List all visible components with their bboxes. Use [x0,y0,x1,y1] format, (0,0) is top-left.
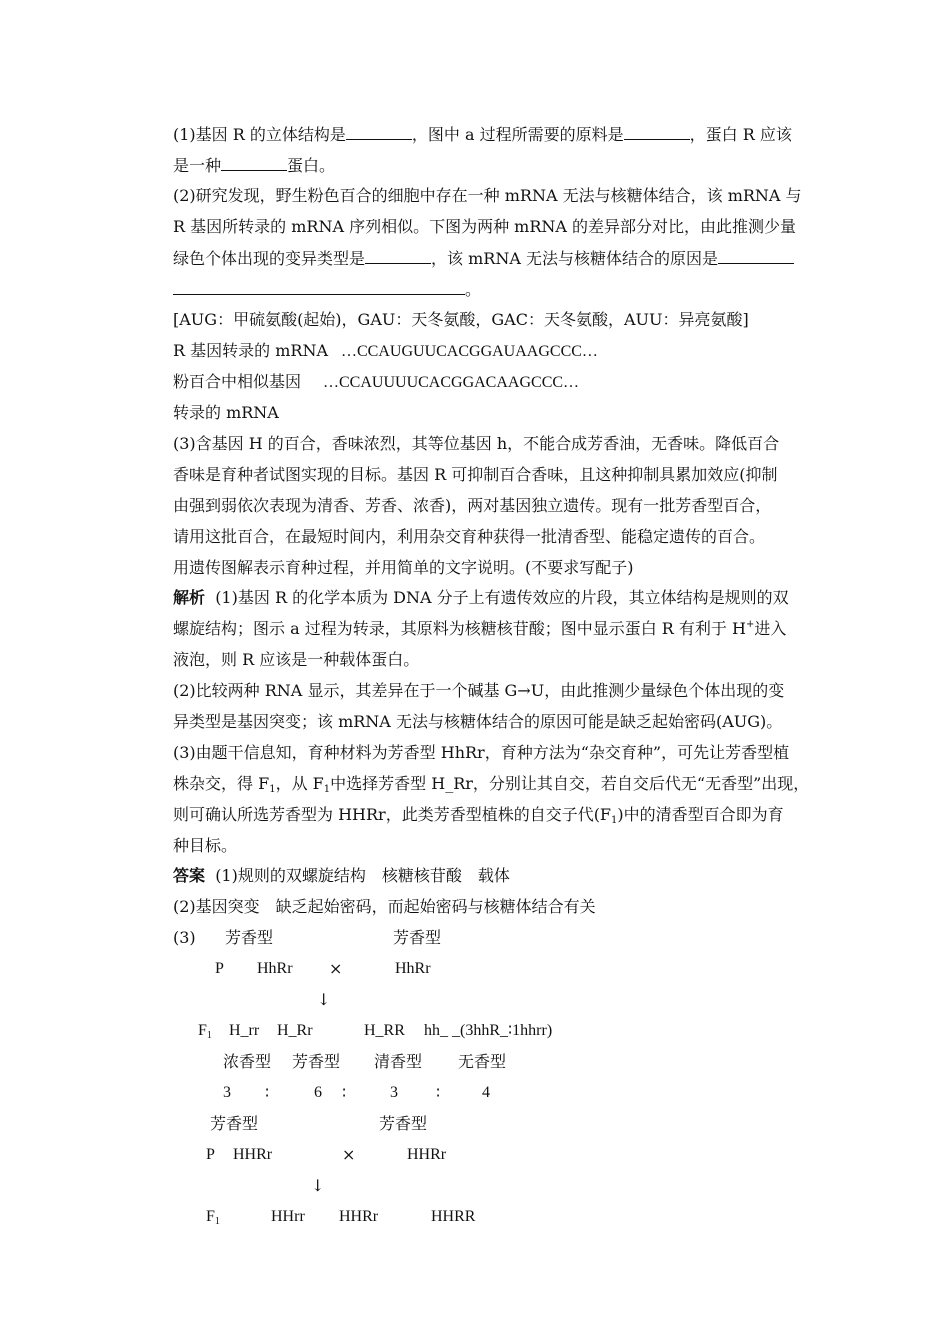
analysis-text: ，从 F [275,774,324,793]
genotype: HHrr [271,1208,305,1225]
answer-blank [221,155,287,171]
q2-line-4 [173,279,813,300]
ratio-colon: ∶ [436,1083,441,1102]
genotype: HhRr [395,960,431,977]
cross-symbol: × [329,959,343,978]
genotype: HHRr [407,1146,447,1163]
q1-text-e: 蛋白。 [287,156,336,175]
subscript: 1 [269,784,276,795]
answer-blank [173,279,465,295]
genotype: HHRr [339,1208,379,1225]
q3-line-1: (3)含基因 H 的百合，香味浓烈，其等位基因 h，不能合成芳香油，无香味。降低百合 [173,434,780,453]
answer-line-2: (2)基因突变 缺乏起始密码，而起始密码与核糖体结合有关 [173,897,596,916]
answer-blank [365,248,431,264]
mrna-sequence: …CCAUGUUCACGGAUAAGCCC… [341,343,598,360]
genotype: H_Rr [277,1022,313,1039]
analysis-p3-line-4: 种目标。 [173,836,238,855]
mrna-sequence: …CCAUUUUCACGGACAAGCCC… [323,374,580,391]
phenotype-label: 芳香型 [379,1114,428,1133]
answer-label: 答案 [173,866,206,885]
subscript: 1 [214,1216,220,1227]
phenotype-label: 芳香型 [292,1052,341,1071]
subscript: 1 [323,784,331,795]
f1-label [198,1021,212,1041]
q1-line-2 [173,155,813,176]
answer-line-3: (3) [173,928,196,947]
phenotype-label: 浓香型 [223,1052,272,1071]
q2-text-a: 绿色个体出现的变异类型是 [173,249,366,268]
down-arrow-icon: ↓ [311,1176,325,1195]
genotype: HHRR [431,1208,476,1225]
analysis-p3-line-1: (3)由题干信息知，育种材料为芳香型 HhRr，育种方法为“杂交育种”，可先让芳香型植 [173,743,790,762]
sequence-label-cont: 转录的 mRNA [173,403,279,422]
answer-text: (1)规则的双螺旋结构 核糖核苷酸 载体 [215,866,510,885]
f1-letter: F [198,1022,207,1039]
genotype: HHRr [233,1146,273,1163]
parent-label: P [215,960,224,977]
genotype: HhRr [257,960,293,977]
analysis-p1-line-3: 液泡，则 R 应该是一种载体蛋白。 [173,650,420,669]
phenotype-label: 芳香型 [210,1114,259,1133]
sequence-label: 粉百合中相似基因 [173,372,302,391]
phenotype-label: 芳香型 [393,928,442,947]
sequence-row-2 [173,372,813,393]
q2-line-2: R 基因所转录的 mRNA 序列相似。下图为两种 mRNA 的差异部分对比，由此推测少量 [173,217,797,236]
analysis-p1-line-2 [173,619,813,639]
analysis-p2-line-2: 异类型是基因突变；该 mRNA 无法与核糖体结合的原因可能是缺乏起始密码(AUG)。 [173,712,783,731]
ratio-value: 3 [223,1084,231,1101]
superscript: + [745,619,755,630]
phenotype-label: 清香型 [374,1052,423,1071]
genotype: H_rr [229,1022,260,1039]
analysis-p1-line-1 [173,588,813,608]
answer-blank [624,124,690,140]
q1-text-b: ，图中 a 过程所需要的原料是 [411,125,624,144]
genotype: hh_ _(3hhR_∶1hhrr) [424,1022,553,1039]
q1-line-1 [173,124,813,145]
f1-label [206,1207,220,1227]
q2-line-1: (2)研究发现，野生粉色百合的细胞中存在一种 mRNA 无法与核糖体结合，该 mRNA 与 [173,186,802,205]
q2-line-3 [173,248,813,269]
genotype: H_RR [364,1022,405,1039]
subscript: 1 [611,815,618,826]
q3-line-2: 香味是育种者试图实现的目标。基因 R 可抑制百合香味，且这种抑制具累加效应(抑制 [173,465,778,484]
sequence-row-1 [173,341,813,362]
analysis-text: 螺旋结构；图示 a 过程为转录，其原料为核糖核苷酸；图中显示蛋白 R 有利于 H [173,619,746,638]
cross-symbol: × [342,1145,356,1164]
analysis-text: 则可确认所选芳香型为 HHRr，此类芳香型植株的自交子代(F [173,805,612,824]
ratio-value: 6 [314,1084,322,1101]
analysis-p2-line-1: (2)比较两种 RNA 显示，其差异在于一个碱基 G→U，由此推测少量绿色个体出现的变 [173,681,785,700]
ratio-colon: ∶ [342,1083,347,1102]
parent-label: P [206,1146,215,1163]
q1-text-a: (1)基因 R 的立体结构是 [173,125,346,144]
analysis-p3-line-2 [173,774,813,794]
answer-line-1 [173,866,813,886]
ratio-value: 4 [482,1084,490,1101]
q2-text-b: ，该 mRNA 无法与核糖体结合的原因是 [431,249,718,268]
ratio-colon: ∶ [265,1083,270,1102]
analysis-text: 进入 [754,619,787,638]
codon-table: [AUG：甲硫氨酸(起始)，GAU：天冬氨酸，GAC：天冬氨酸，AUU：异亮氨酸] [173,310,749,329]
q2-text-end: 。 [465,280,482,299]
q3-line-5: 用遗传图解表示育种过程，并用简单的文字说明。(不要求写配子) [173,558,634,577]
phenotype-label: 无香型 [458,1052,507,1071]
subscript: 1 [206,1030,212,1041]
analysis-p3-line-3 [173,805,813,825]
phenotype-label: 芳香型 [225,928,274,947]
down-arrow-icon: ↓ [317,990,331,1009]
sequence-label: R 基因转录的 mRNA [173,341,328,360]
f1-letter: F [206,1208,215,1225]
q3-line-3: 由强到弱依次表现为清香、芳香、浓香)，两对基因独立遗传。现有一批芳香型百合， [173,496,772,515]
q3-line-4: 请用这批百合，在最短时间内，利用杂交育种获得一批清香型、能稳定遗传的百合。 [173,527,766,546]
answer-blank [346,124,412,140]
analysis-text: 株杂交，得 F [173,774,270,793]
ratio-value: 3 [390,1084,398,1101]
analysis-text: )中的清香型百合即为育 [617,805,784,824]
analysis-text: 中选择芳香型 H_Rr，分别让其自交，若自交后代无“无香型”出现， [330,774,810,793]
analysis-text: (1)基因 R 的化学本质为 DNA 分子上有遗传效应的片段，其立体结构是规则的双 [215,588,789,607]
analysis-label: 解析 [173,588,206,607]
q1-text-d: 是一种 [173,156,222,175]
answer-blank [718,248,794,264]
q1-text-c: ，蛋白 R 应该 [689,125,792,144]
